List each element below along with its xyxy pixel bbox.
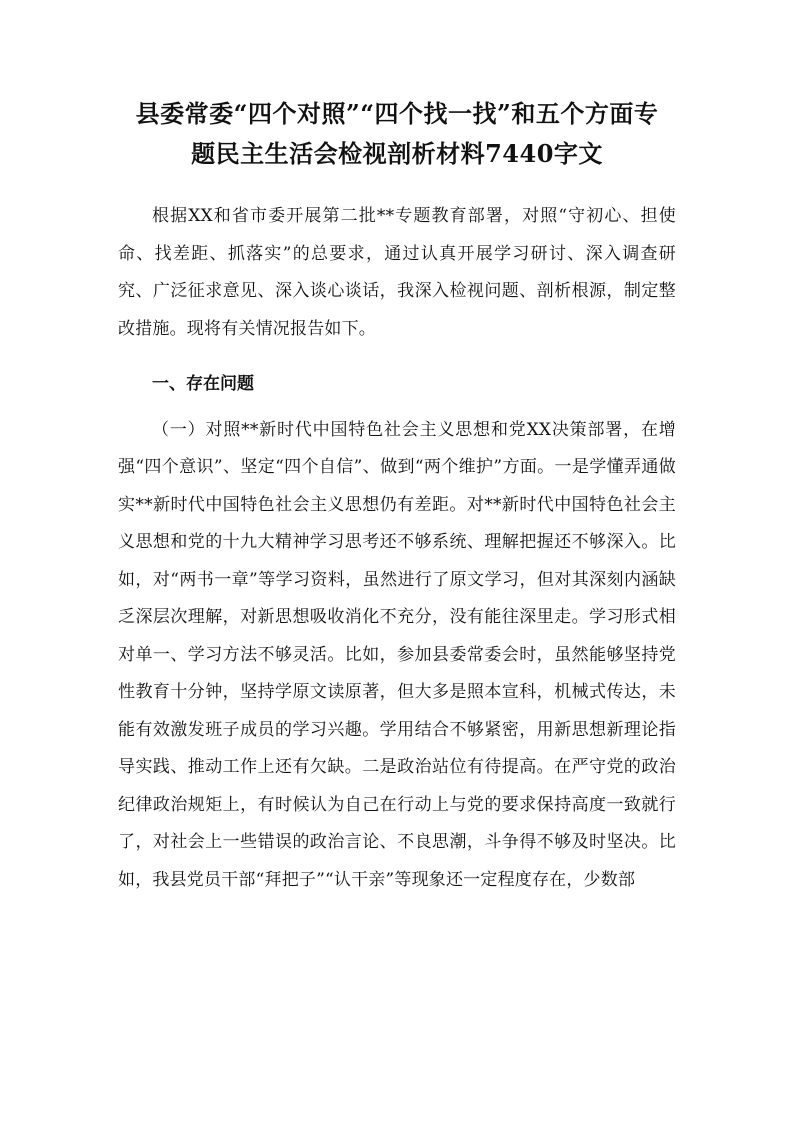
title-line-2: 题民主生活会检视剖析材料7440字文 (191, 139, 603, 168)
section-heading-problems: 一、存在问题 (152, 374, 254, 394)
title-line-1: 县委常委“四个对照”“四个找一找”和五个方面专 (135, 99, 659, 128)
intro-paragraph: 根据XX和省市委开展第二批**专题教育部署，对照“守初心、担使命、找差距、抓落实”的总要求，通过认真开展学习研讨、深入调查研究、广泛征求意见、深入谈心谈话，我深入检视问题、剖析根源，制定整改措施。现将有关情况报告如下。 (118, 206, 676, 339)
section-body-paragraph: （一）对照**新时代中国特色社会主义思想和党XX决策部署，在增强“四个意识”、坚定“四个自信”、做到“两个维护”方面。一是学懂弄通做实**新时代中国特色社会主义思想仍有差距。对**新时代中国特色社会主义思想和党的十九大精神学习思考还不够系统、理解把握还不够深入。比如，对“两书一章”等学习资料，虽然进行了原文学习，但对其深刻内涵缺乏深层次理解，对新思想吸收消化不充分，没有能往深里走。学习形式相对单一、学习方法不够灵活。比如，参加县委常委会时，虽然能够坚持党性教育十分钟，坚持学原文读原著，但大多是照本宣科，机械式传达，未能有效激发班子成员的学习兴趣。学用结合不够紧密，用新思想新理论指导实践、推动工作上还有欠缺。二是政治站位有待提高。在严守党的政治纪律政治规矩上，有时候认为自己在行动上与党的要求保持高度一致就行了，对社会上一些错误的政治言论、不良思潮，斗争得不够及时坚决。比如，我县党员干部“拜把子”“认干亲”等现象还一定程度存在，少数部 (118, 419, 676, 890)
document-title (118, 94, 676, 174)
